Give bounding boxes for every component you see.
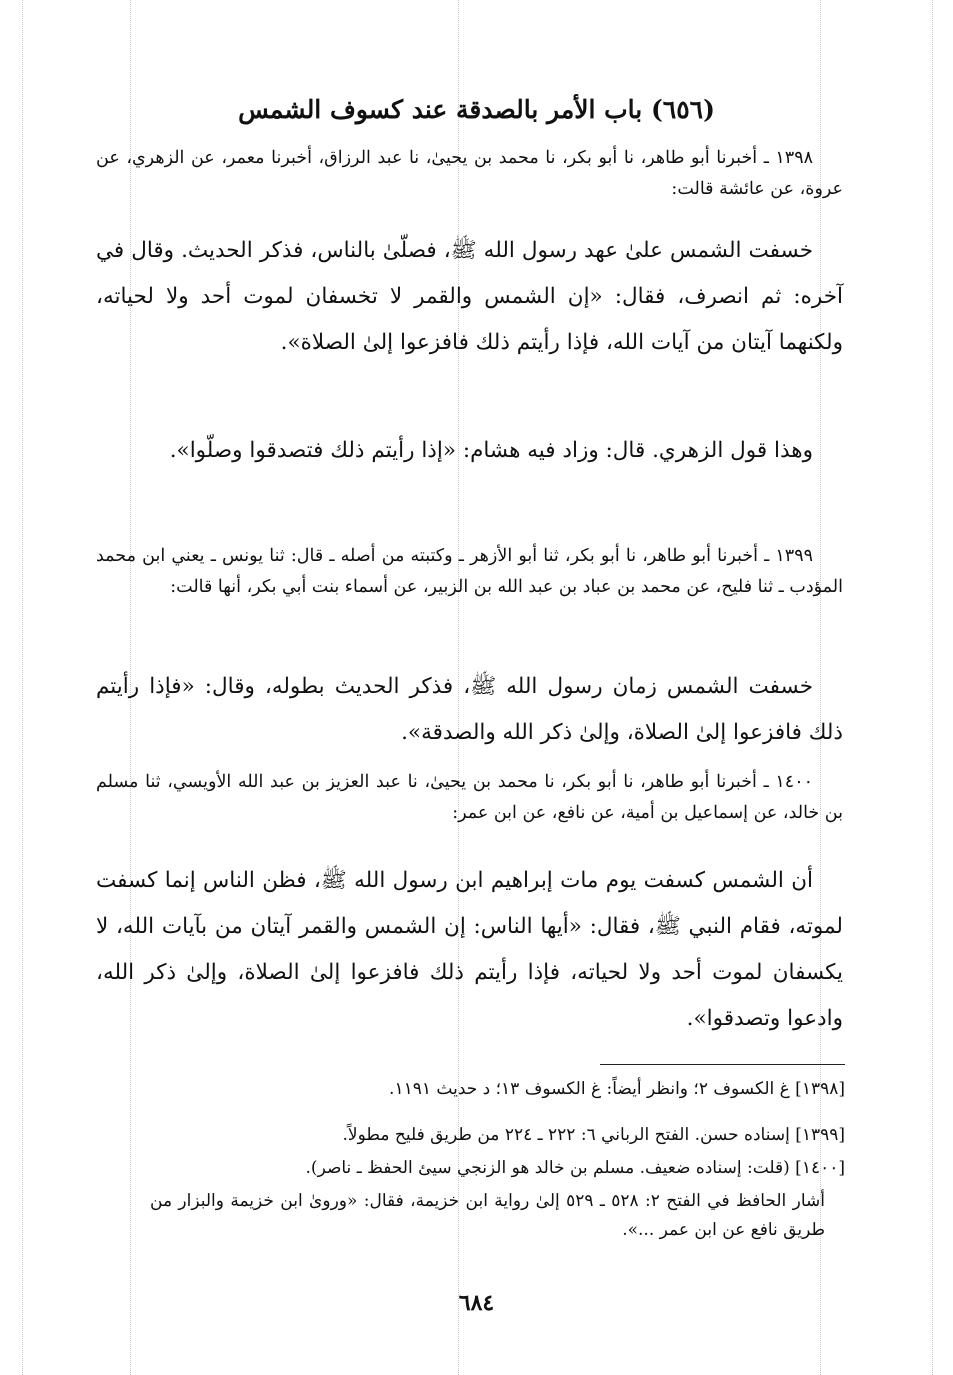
hadith-1398-isnad: ١٣٩٨ ـ أخبرنا أبو طاهر، نا أبو بكر، نا محمد بن يحيىٰ، نا عبد الرزاق، أخبرنا معمر، عن الزهري، عن عروة، عن عائشة قالت: xyxy=(96,148,843,199)
footnote-1400: [١٤٠٠] (قلت: إسناده ضعيف. مسلم بن خالد هو الزنجي سيئ الحفظ ـ ناصر). xyxy=(305,1158,845,1178)
hadith-1400-matn: أن الشمس كسفت يوم مات إبراهيم ابن رسول الله ﷺ، فظن الناس إنما كسفت لموته، فقام النبي ﷺ، فقال: «أيها الناس: إن الشمس والقمر آيتان من بآيات الله، لا يكسفان لموت أحد ولا لحياته، فإذا رأيتم ذلك فافزعوا إلىٰ الصلاة، وإلىٰ ذكر الله، وادعوا وتصدقوا». xyxy=(96,868,843,1031)
footnote-1399: [١٣٩٩] إسناده حسن. الفتح الرباني ٦: ٢٢٢ ـ ٢٢٤ من طريق فليح مطولاً. xyxy=(342,1125,845,1145)
scan-margin-line xyxy=(932,0,933,1375)
hadith-1400-isnad: ١٤٠٠ ـ أخبرنا أبو طاهر، نا أبو بكر، نا محمد بن يحيىٰ، نا عبد العزيز بن عبد الله الأويسي، ثنا مسلم بن خالد، عن إسماعيل بن أمية، عن نافع، عن ابن عمر: xyxy=(96,772,843,823)
hadith-1399-isnad: ١٣٩٩ ـ أخبرنا أبو طاهر، نا أبو بكر، ثنا أبو الأزهر ـ وكتبته من أصله ـ قال: ثنا يونس ـ يعني ابن محمد المؤدب ـ ثنا فليح، عن محمد بن عباد بن عبد الله بن الزبير، عن أسماء بنت أبي بكر، أنها قالت: xyxy=(96,546,843,597)
footnote-1398: [١٣٩٨] غ الكسوف ٢؛ وانظر أيضاً: غ الكسوف ١٣؛ د حديث ١١٩١. xyxy=(389,1079,845,1099)
hadith-1398-matn: خسفت الشمس علىٰ عهد رسول الله ﷺ، فصلّىٰ بالناس، فذكر الحديث. وقال في آخره: ثم انصرف، فقال: «إن الشمس والقمر لا تخسفان لموت أحد ولا لحياته، ولكنهما آيتان من آيات الله، فإذا رأيتم ذلك فافزعوا إلىٰ الصلاة». xyxy=(96,238,843,355)
page-number: ٦٨٤ xyxy=(458,1290,495,1316)
footnote-separator xyxy=(600,1064,845,1065)
hadith-1399-matn: خسفت الشمس زمان رسول الله ﷺ، فذكر الحديث بطوله، وقال: «فإذا رأيتم ذلك فافزعوا إلىٰ الصلاة، وإلىٰ ذكر الله والصدقة». xyxy=(96,674,843,745)
footnote-1400-continuation: أشار الحافظ في الفتح ٢: ٥٢٨ ـ ٥٢٩ إلىٰ رواية ابن خزيمة، فقال: «وروىٰ ابن خزيمة والبزار من طريق نافع عن ابن عمر ...». xyxy=(150,1191,825,1240)
hadith-1398-addition: وهذا قول الزهري. قال: وزاد فيه هشام: «إذا رأيتم ذلك فتصدقوا وصلّوا». xyxy=(169,438,813,463)
chapter-title: (٦٥٦) باب الأمر بالصدقة عند كسوف الشمس xyxy=(238,95,715,124)
scan-margin-line xyxy=(22,0,23,1375)
